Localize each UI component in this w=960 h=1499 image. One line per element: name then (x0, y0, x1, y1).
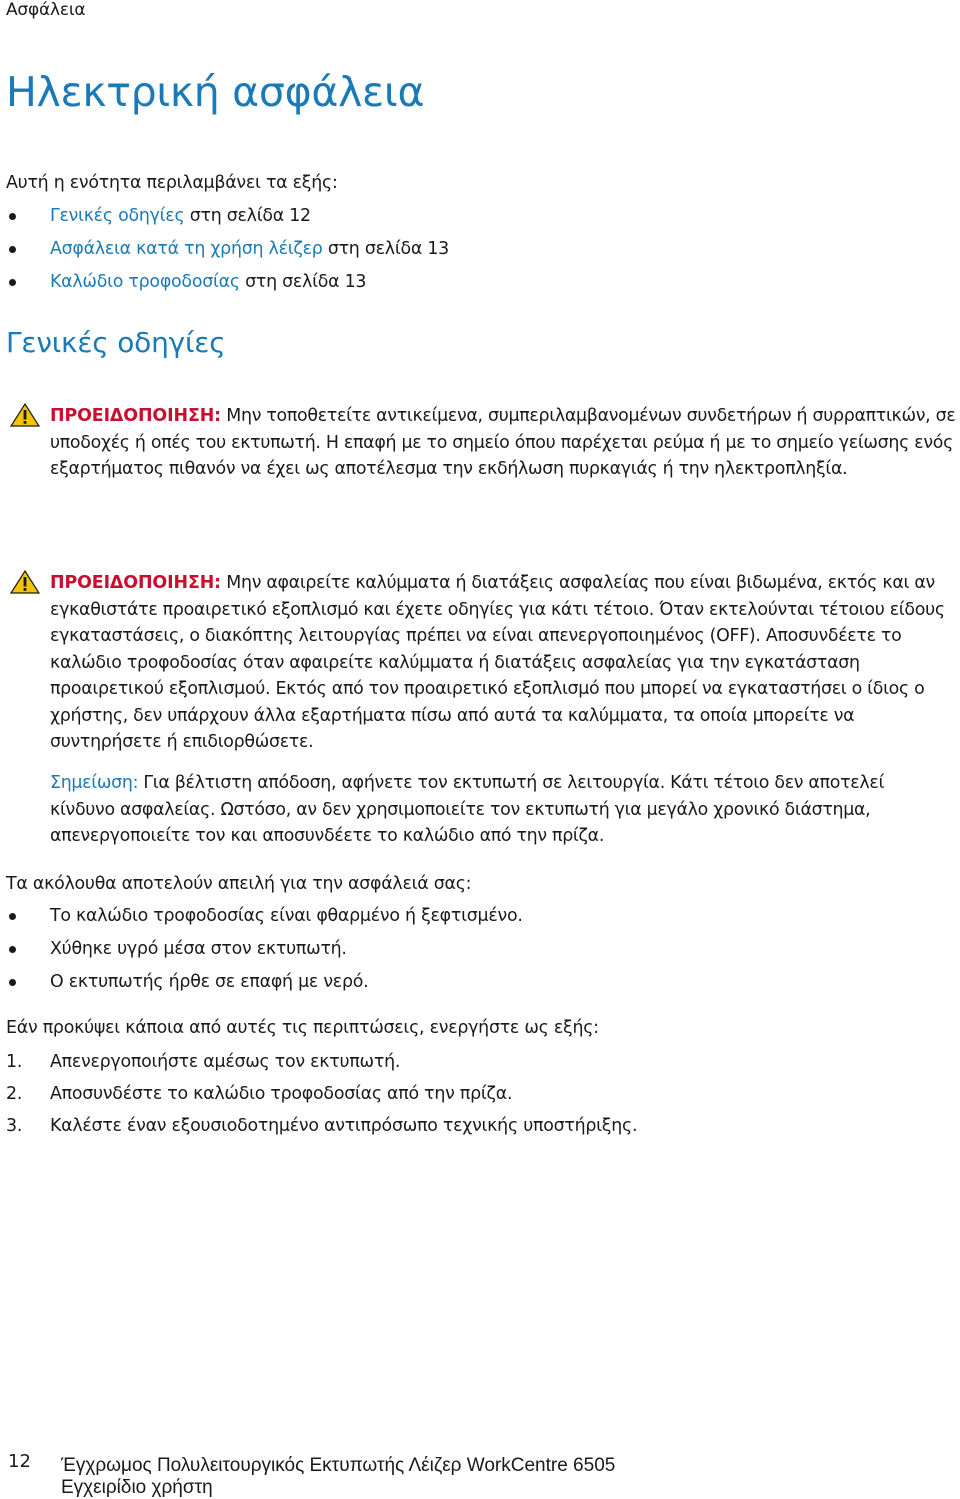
threats-list (6, 903, 906, 1002)
note-body: Για βέλτιστη απόδοση, αφήνετε τον εκτυπωτή σε λειτουργία. Κάτι τέτοιο δεν αποτελεί κίνδυνο ασφαλείας. Ωστόσο, αν δεν χρησιμοποιείτε τον εκτυπωτή για μεγάλο χρονικό διάστημα, απενεργοποιείτε τον και αποσυνδέετε το καλώδιο από την πρίζα. (50, 773, 885, 846)
footer (61, 1455, 615, 1499)
toc-suffix: στη σελίδα 13 (245, 272, 367, 292)
bullet-icon (9, 913, 16, 920)
footer-product-name: Έγχρωμος Πολυλειτουργικός Εκτυπωτής Λέιζερ WorkCentre 6505 (61, 1455, 616, 1476)
list-item-text: Ο εκτυπωτής ήρθε σε επαφή με νερό. (50, 972, 369, 992)
warning-paragraph (50, 403, 960, 483)
list-item-text: Το καλώδιο τροφοδοσίας είναι φθαρμένο ή ξεφτισμένο. (50, 906, 523, 926)
footer-guide-name: Εγχειρίδιο χρήστη (61, 1477, 213, 1498)
actions-list (6, 1049, 906, 1145)
bullet-icon (9, 946, 16, 953)
bullet-icon (9, 246, 16, 253)
list-item (6, 969, 906, 1002)
toc-link-general[interactable]: Γενικές οδηγίες (50, 206, 185, 226)
toc-link-power-cord[interactable]: Καλώδιο τροφοδοσίας (50, 272, 240, 292)
warning-paragraph (50, 570, 960, 756)
list-item-text: Χύθηκε υγρό μέσα στον εκτυπωτή. (50, 939, 347, 959)
item-number: 2. (6, 1084, 23, 1104)
item-text: Καλέστε έναν εξουσιοδοτημένο αντιπρόσωπο τεχνικής υποστήριξης. (50, 1116, 638, 1136)
threats-intro: Τα ακόλουθα αποτελούν απειλή για την ασφάλειά σας: (6, 874, 472, 894)
warning-body: Μην τοποθετείτε αντικείμενα, συμπεριλαμβανομένων συνδετήρων ή συρραπτικών, σε υποδοχές ή οπές του εκτυπωτή. Η επαφή με το σημείο όπου παρέχεται ρεύμα ή με το σημείο γείωσης ενός εξαρτήματος πιθανόν να έχει ως αποτέλεσμα την εκδήλωση πυρκαγιάς ή την ηλεκτροπληξία. (50, 406, 956, 479)
warning-block (10, 403, 960, 483)
item-number: 1. (6, 1052, 23, 1072)
item-text: Απενεργοποιήστε αμέσως τον εκτυπωτή. (50, 1052, 401, 1072)
toc-list (6, 203, 906, 302)
page-title: Ηλεκτρική ασφάλεια (6, 68, 425, 116)
numbered-item (6, 1049, 906, 1081)
footer-page-number: 12 (8, 1451, 31, 1472)
item-number: 3. (6, 1116, 23, 1136)
warning-triangle-icon (10, 570, 40, 594)
toc-item (6, 269, 906, 302)
warning-label: ΠΡΟΕΙΔΟΠΟΙΗΣΗ: (50, 573, 222, 593)
numbered-item (6, 1113, 906, 1145)
toc-link-laser[interactable]: Ασφάλεια κατά τη χρήση λέιζερ (50, 239, 323, 259)
item-text: Αποσυνδέστε το καλώδιο τροφοδοσίας από την πρίζα. (50, 1084, 513, 1104)
section-title: Γενικές οδηγίες (6, 326, 226, 359)
toc-suffix: στη σελίδα 12 (189, 206, 311, 226)
toc-item (6, 236, 906, 269)
bullet-icon (9, 979, 16, 986)
warning-label: ΠΡΟΕΙΔΟΠΟΙΗΣΗ: (50, 406, 222, 426)
numbered-item (6, 1081, 906, 1113)
toc-item (6, 203, 906, 236)
actions-intro: Εάν προκύψει κάποια από αυτές τις περιπτώσεις, ενεργήστε ως εξής: (6, 1018, 599, 1038)
warning-triangle-icon (10, 403, 40, 427)
list-item (6, 903, 906, 936)
bullet-icon (9, 279, 16, 286)
warning-block (10, 570, 960, 756)
warning-body: Μην αφαιρείτε καλύμματα ή διατάξεις ασφαλείας που είναι βιδωμένα, εκτός και αν εγκαθιστάτε προαιρετικό εξοπλισμό και έχετε οδηγίες για κάτι τέτοιο. Όταν εκτελούνται τέτοιου είδους εγκαταστάσεις, ο διακόπτης λειτουργίας πρέπει να είναι απενεργοποιημένος (OFF). Αποσυνδέετε το καλώδιο τροφοδοσίας όταν αφαιρείτε καλύμματα ή διατάξεις ασφαλείας για την εγκατάσταση προαιρετικού εξοπλισμού. Εκτός από τον προαιρετικό εξοπλισμό που μπορεί να εγκαταστήσει ο ίδιος ο χρήστης, δεν υπάρχουν άλλα εξαρτήματα πίσω από αυτά τα καλύμματα, τα οποία μπορείτε να συντηρήσετε ή επιδιορθώσετε. (50, 573, 945, 752)
list-item (6, 936, 906, 969)
note-paragraph (50, 770, 950, 850)
note-label: Σημείωση: (50, 773, 139, 793)
bullet-icon (9, 213, 16, 220)
intro-text: Αυτή η ενότητα περιλαμβάνει τα εξής: (6, 173, 338, 193)
toc-suffix: στη σελίδα 13 (327, 239, 449, 259)
running-header: Ασφάλεια (6, 0, 86, 20)
